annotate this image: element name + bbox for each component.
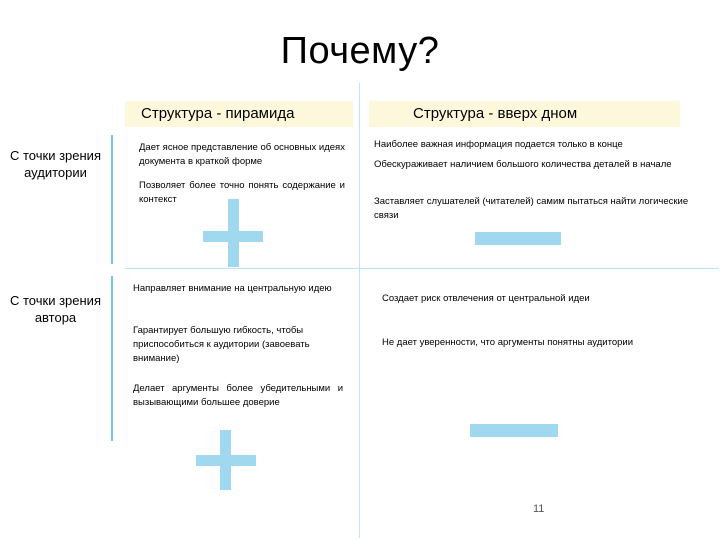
plus-icon [196,430,256,490]
pyramid-author-item: Направляет внимание на центральную идею [133,283,332,294]
inverted-author-item: Не дает уверенности, что аргументы понятны аудитории [382,337,634,348]
minus-icon [470,424,558,437]
pyramid-author-item: Гарантирует большую гибкость, чтобы приспособиться к аудитории (завоевать внимание) [133,325,310,364]
row-label-audience-text: С точки зрения аудитории [0,135,111,264]
row-label-author-text: С точки зрения автора [0,276,111,441]
vertical-divider [359,83,360,538]
row-label-author [0,276,113,441]
inverted-audience-item: Обескураживает наличием большого количества деталей в начале [374,159,672,170]
pyramid-author-item: Делает аргументы более убедительными и вызывающими большее доверие [133,383,343,408]
slide-title: Почему? [280,30,440,72]
row-label-audience [0,135,113,264]
inverted-audience-item: Заставляет слушателей (читателей) самим пытаться найти логические связи [374,196,689,221]
header-inverted: Структура - вверх дном [369,101,680,127]
pyramid-audience-item: Позволяет более точно понять содержание и контекст [139,180,345,205]
plus-icon [203,199,263,267]
inverted-audience-item: Наиболее важная информация подается только в конце [374,139,623,150]
horizontal-divider [125,268,719,269]
minus-icon [475,232,561,245]
header-pyramid: Структура - пирамида [125,101,353,127]
pyramid-audience-item: Дает ясное представление об основных идеях документа в краткой форме [139,142,345,167]
inverted-author-item: Создает риск отвлечения от центральной идеи [382,293,590,304]
page-number: 11 [533,503,545,515]
